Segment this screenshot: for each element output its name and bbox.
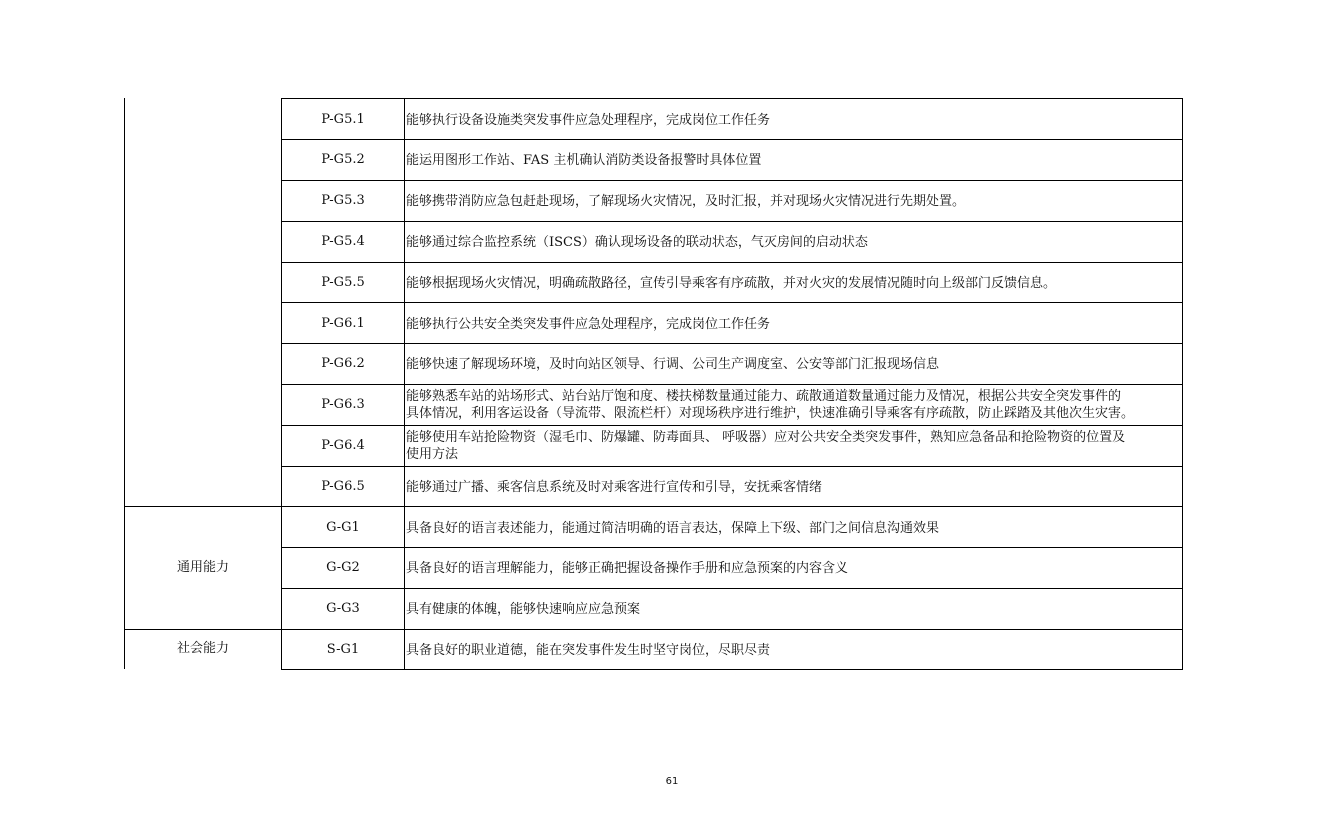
code-cell: P-G6.2 (321, 356, 365, 371)
description-line: 能够携带消防应急包赶赴现场，了解现场火灾情况，及时汇报，并对现场火灾情况进行先期处置。 (406, 194, 966, 209)
description-cell (406, 642, 1184, 659)
row-divider (281, 384, 1183, 385)
description-line: 具体情况，利用客运设备（导流带、限流栏杆）对现场秩序进行维护，快速准确引导乘客有序疏散，防止踩踏及其他次生灾害。 (406, 406, 1135, 421)
code-cell: G-G3 (326, 601, 360, 616)
description-line: 具备良好的语言理解能力，能够正确把握设备操作手册和应急预案的内容含义 (406, 561, 849, 576)
row-divider (281, 588, 1183, 589)
description-line: 能够执行公共安全类突发事件应急处理程序，完成岗位工作任务 (406, 317, 771, 332)
category-divider (124, 629, 1183, 630)
description-cell (406, 112, 1184, 129)
page-number: 61 (665, 776, 679, 787)
row-divider (281, 425, 1183, 426)
description-line: 具备良好的语言表述能力，能通过简洁明确的语言表达，保障上下级、部门之间信息沟通效果 (406, 521, 940, 536)
description-cell (406, 152, 1184, 169)
description-line: 能够根据现场火灾情况，明确疏散路径，宣传引导乘客有序疏散，并对火灾的发展情况随时向上级部门反馈信息。 (406, 276, 1057, 291)
table-left-border (124, 98, 125, 669)
code-cell: G-G2 (326, 560, 360, 575)
description-cell (406, 234, 1184, 251)
row-divider (281, 302, 1183, 303)
code-cell: P-G5.1 (321, 112, 365, 127)
code-cell: P-G6.5 (321, 479, 365, 494)
description-cell (406, 388, 1184, 422)
description-line: 能运用图形工作站、FAS 主机确认消防类设备报警时具体位置 (406, 153, 762, 168)
code-cell: P-G5.5 (321, 275, 365, 290)
code-cell: P-G6.4 (321, 438, 365, 453)
code-cell: G-G1 (326, 520, 360, 535)
description-line: 能够通过广播、乘客信息系统及时对乘客进行宣传和引导，安抚乘客情绪 (406, 480, 823, 495)
description-line: 能够熟悉车站的站场形式、站台站厅饱和度、楼扶梯数量通过能力、疏散通道数量通过能力及情况，根据公共安全突发事件的 (406, 389, 1122, 404)
description-cell (406, 356, 1184, 373)
description-cell (406, 193, 1184, 210)
code-cell: P-G5.2 (321, 152, 365, 167)
row-divider (281, 466, 1183, 467)
description-cell (406, 601, 1184, 618)
description-line: 能够执行设备设施类突发事件应急处理程序，完成岗位工作任务 (406, 113, 771, 128)
row-divider (281, 180, 1183, 181)
code-cell: P-G5.3 (321, 193, 365, 208)
description-cell (406, 316, 1184, 333)
table-bottom-border (281, 669, 1183, 670)
category-cell-social-ability: 社会能力 (176, 641, 229, 656)
code-cell: P-G5.4 (321, 234, 365, 249)
row-divider (281, 547, 1183, 548)
table-top-border (281, 98, 1183, 99)
row-divider (281, 139, 1183, 140)
row-divider (281, 262, 1183, 263)
category-divider (124, 506, 1183, 507)
description-line: 能够通过综合监控系统（ISCS）确认现场设备的联动状态，气灭房间的启动状态 (406, 235, 868, 250)
description-cell (406, 275, 1184, 292)
code-cell: P-G6.1 (321, 316, 365, 331)
description-cell (406, 520, 1184, 537)
description-line: 能够使用车站抢险物资（湿毛巾、防爆罐、防毒面具、 呼吸器）应对公共安全类突发事件，熟知应急备品和抢险物资的位置及 (406, 430, 1126, 445)
row-divider (281, 343, 1183, 344)
code-cell: S-G1 (326, 642, 360, 657)
description-cell (406, 429, 1184, 463)
description-line: 能够快速了解现场环境，及时向站区领导、行调、公司生产调度室、公安等部门汇报现场信息 (406, 357, 940, 372)
description-cell (406, 479, 1184, 496)
description-line: 具备良好的职业道德，能在突发事件发生时坚守岗位，尽职尽责 (406, 643, 771, 658)
description-line: 具有健康的体魄，能够快速响应应急预案 (406, 602, 641, 617)
row-divider (281, 221, 1183, 222)
description-line: 使用方法 (406, 447, 459, 462)
description-cell (406, 560, 1184, 577)
code-cell: P-G6.3 (321, 397, 365, 412)
category-cell-general-ability: 通用能力 (176, 560, 229, 575)
